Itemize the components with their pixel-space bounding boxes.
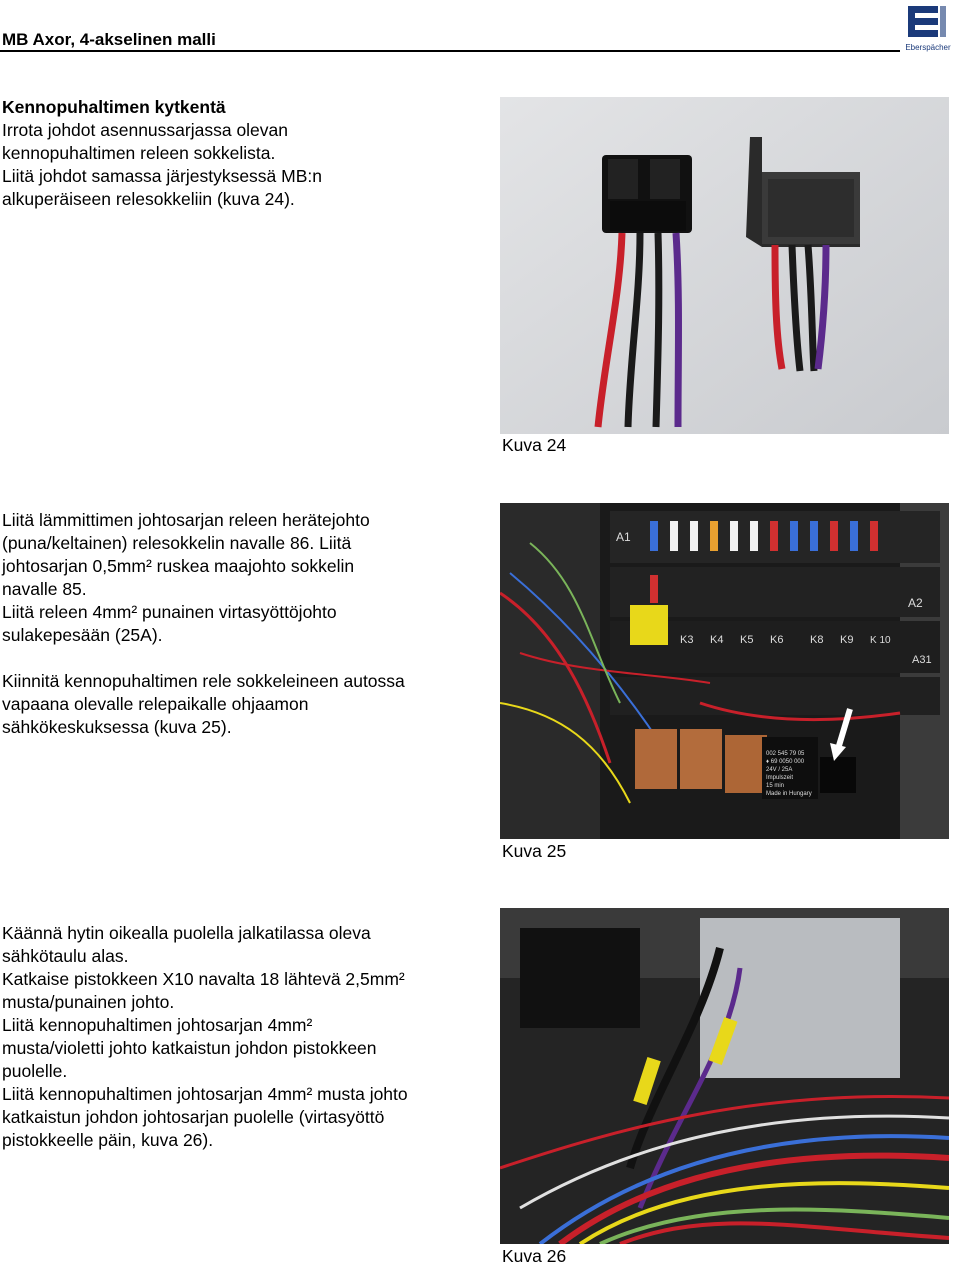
- text-line: katkaistun johdon johtosarjan puolelle (virtasyöttö: [2, 1107, 385, 1127]
- figure-25-caption: Kuva 25: [502, 841, 567, 861]
- text-line: vapaana olevalle relepaikalle ohjaamon: [2, 694, 309, 714]
- figure-24-caption: Kuva 24: [502, 435, 567, 455]
- text-line: alkuperäiseen relesokkeliin (kuva 24).: [2, 189, 295, 209]
- text-line: musta/punainen johto.: [2, 992, 175, 1012]
- figure-26-caption: Kuva 26: [502, 1246, 567, 1266]
- fuse-label-k4: K4: [710, 634, 724, 646]
- relay-label-4: Impulszeit: [766, 775, 794, 781]
- fuse-label-k6: K6: [770, 634, 784, 646]
- figure-25-photo: [500, 503, 949, 839]
- fuse-label-a31: A31: [912, 654, 932, 666]
- text-line: Katkaise pistokkeen X10 navalta 18 lähtevä 2,5mm²: [2, 969, 405, 989]
- text-line: Irrota johdot asennussarjassa olevan: [2, 120, 289, 140]
- text-line: navalle 85.: [2, 579, 87, 599]
- header-divider: [0, 50, 900, 52]
- fuse-label-k3: K3: [680, 634, 694, 646]
- fuse-label-k9: K9: [840, 634, 854, 646]
- section-heading: Kennopuhaltimen kytkentä: [2, 97, 226, 117]
- fuse-label-a1: A1: [616, 530, 631, 544]
- fuse-label-a2: A2: [908, 596, 923, 610]
- text-line: Liitä johdot samassa järjestyksessä MB:n: [2, 166, 322, 186]
- text-line: Liitä releen 4mm² punainen virtasyöttöjohto: [2, 602, 337, 622]
- text-line: Liitä kennopuhaltimen johtosarjan 4mm²: [2, 1015, 313, 1035]
- fuse-label-k5: K5: [740, 634, 754, 646]
- document-title: MB Axor, 4-akselinen malli: [2, 30, 216, 49]
- text-line: musta/violetti johto katkaistun johdon pistokkeen: [2, 1038, 377, 1058]
- section-wiring-instructions: [2, 509, 477, 647]
- text-line: pistokkeelle päin, kuva 26).: [2, 1130, 214, 1150]
- section-cut-and-connect: [2, 922, 477, 1152]
- eberspacher-logo: [898, 2, 958, 54]
- text-line: johtosarjan 0,5mm² ruskea maajohto sokkelin: [2, 556, 355, 576]
- relay-label-6: Made in Hungary: [766, 791, 812, 797]
- relay-label-1: 002 545 79 05: [766, 751, 805, 757]
- text-line: puolelle.: [2, 1061, 68, 1081]
- figure-24-photo: [500, 97, 949, 434]
- text-line: Kiinnitä kennopuhaltimen rele sokkeleineen autossa: [2, 671, 405, 691]
- text-line: Käännä hytin oikealla puolella jalkatilassa oleva: [2, 923, 371, 943]
- text-line: sulakepesään (25A).: [2, 625, 163, 645]
- text-line: sähkötaulu alas.: [2, 946, 129, 966]
- text-line: sähkökeskuksessa (kuva 25).: [2, 717, 232, 737]
- section-mounting-instructions: [2, 670, 477, 739]
- fuse-label-k10: K 10: [870, 635, 891, 646]
- text-line: (puna/keltainen) relesokkelin navalle 86. Liitä: [2, 533, 352, 553]
- fuse-label-k8: K8: [810, 634, 824, 646]
- figure-26-photo: [500, 908, 949, 1244]
- text-line: Liitä lämmittimen johtosarjan releen herätejohto: [2, 510, 370, 530]
- relay-label-3: 24V / 25A: [766, 767, 793, 773]
- section-relay-connection: [2, 96, 477, 211]
- text-line: kennopuhaltimen releen sokkelista.: [2, 143, 276, 163]
- logo-mark-icon: [898, 2, 958, 44]
- relay-label-2: ♦ 69 0050 000: [766, 759, 805, 765]
- logo-text: Eberspächer: [905, 43, 951, 52]
- text-line: Liitä kennopuhaltimen johtosarjan 4mm² musta johto: [2, 1084, 408, 1104]
- relay-label-5: 15 min: [766, 783, 785, 789]
